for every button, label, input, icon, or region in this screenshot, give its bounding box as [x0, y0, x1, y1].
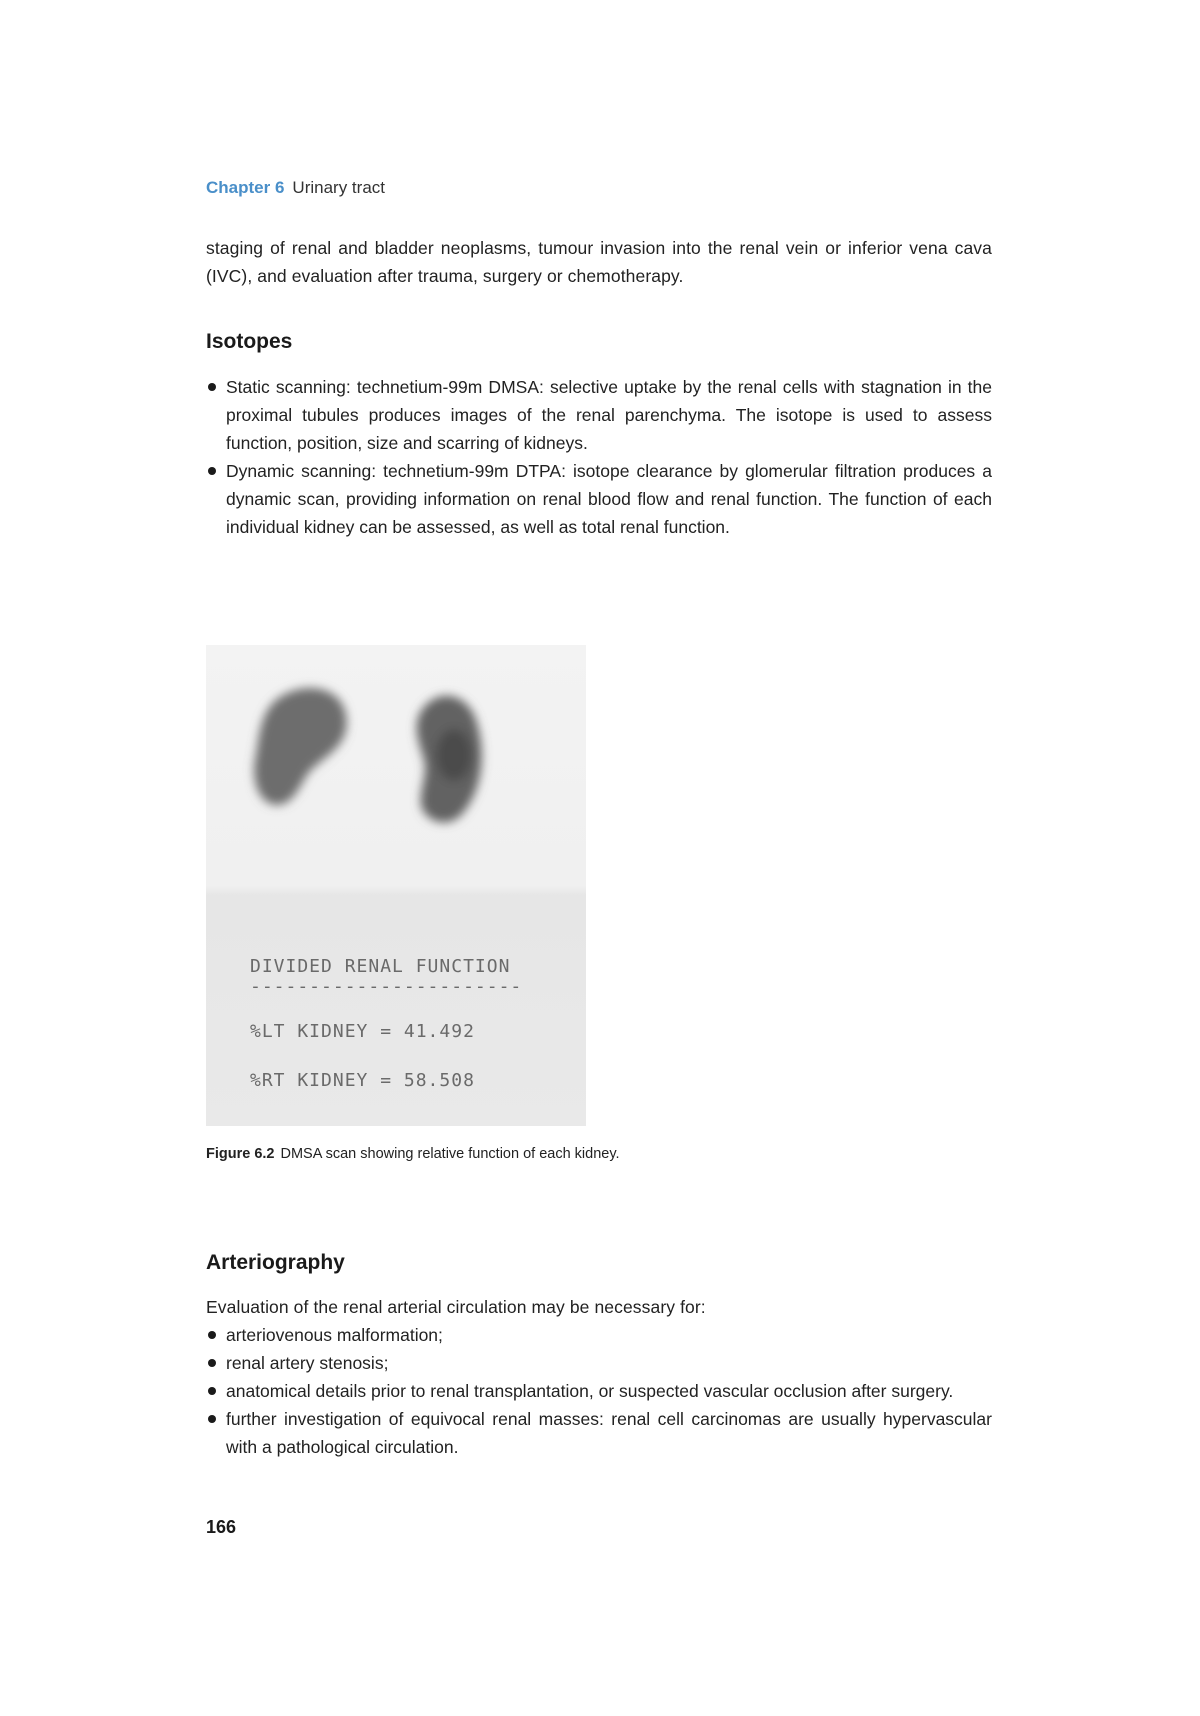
list-item [206, 1405, 992, 1461]
list-item [206, 1377, 992, 1405]
bullet-icon [208, 383, 216, 391]
right-kidney-value: %RT KIDNEY = 58.508 [250, 1070, 475, 1091]
running-head [206, 178, 385, 198]
page-number: 166 [206, 1517, 237, 1537]
list-item [206, 1321, 992, 1349]
chapter-label: Chapter 6 [206, 178, 285, 197]
bullet-icon [208, 1359, 216, 1367]
arteriography-heading: Arteriography [206, 1251, 345, 1274]
list-item [206, 1349, 992, 1377]
bullet-icon [208, 467, 216, 475]
list-item [206, 457, 992, 541]
list-item-text: arteriovenous malformation; [226, 1325, 443, 1345]
list-item-text: anatomical details prior to renal transplantation, or suspected vascular occlusion after surgery. [226, 1381, 954, 1401]
list-item [206, 373, 992, 457]
arteriography-intro: Evaluation of the renal arterial circulation may be necessary for: [206, 1297, 706, 1317]
isotopes-heading: Isotopes [206, 330, 293, 353]
isotopes-list [206, 373, 992, 541]
figure-caption [206, 1146, 620, 1162]
kidney-scan-graphic [206, 645, 586, 1126]
figure-label: Figure 6.2 [206, 1146, 275, 1162]
bullet-icon [208, 1331, 216, 1339]
list-item-text: further investigation of equivocal renal masses: renal cell carcinomas are usually hypervascular with a pathological circulation. [226, 1409, 992, 1457]
left-kidney-value: %LT KIDNEY = 41.492 [250, 1021, 475, 1042]
intro-paragraph: staging of renal and bladder neoplasms, tumour invasion into the renal vein or inferior vena cava (IVC), and evaluation after trauma, surgery or chemotherapy. [206, 238, 992, 286]
arteriography-list [206, 1321, 992, 1461]
dmsa-scan-image [206, 645, 586, 1126]
bullet-icon [208, 1415, 216, 1423]
bullet-icon [208, 1387, 216, 1395]
scan-title: DIVIDED RENAL FUNCTION [250, 956, 511, 977]
figure-caption-text: DMSA scan showing relative function of each kidney. [280, 1146, 620, 1162]
book-page [206, 0, 992, 1716]
scan-rule: ----------------------- [250, 976, 523, 997]
list-item-text: Static scanning: technetium-99m DMSA: selective uptake by the renal cells with stagnation in the proximal tubules produces images of the renal parenchyma. The isotope is used to assess function, position, size and scarring of kidneys. [226, 377, 992, 453]
section-label: Urinary tract [292, 178, 385, 197]
list-item-text: Dynamic scanning: technetium-99m DTPA: isotope clearance by glomerular filtration produces a dynamic scan, providing information on renal blood flow and renal function. The function of each individual kidney can be assessed, as well as total renal function. [226, 461, 992, 537]
list-item-text: renal artery stenosis; [226, 1353, 389, 1373]
